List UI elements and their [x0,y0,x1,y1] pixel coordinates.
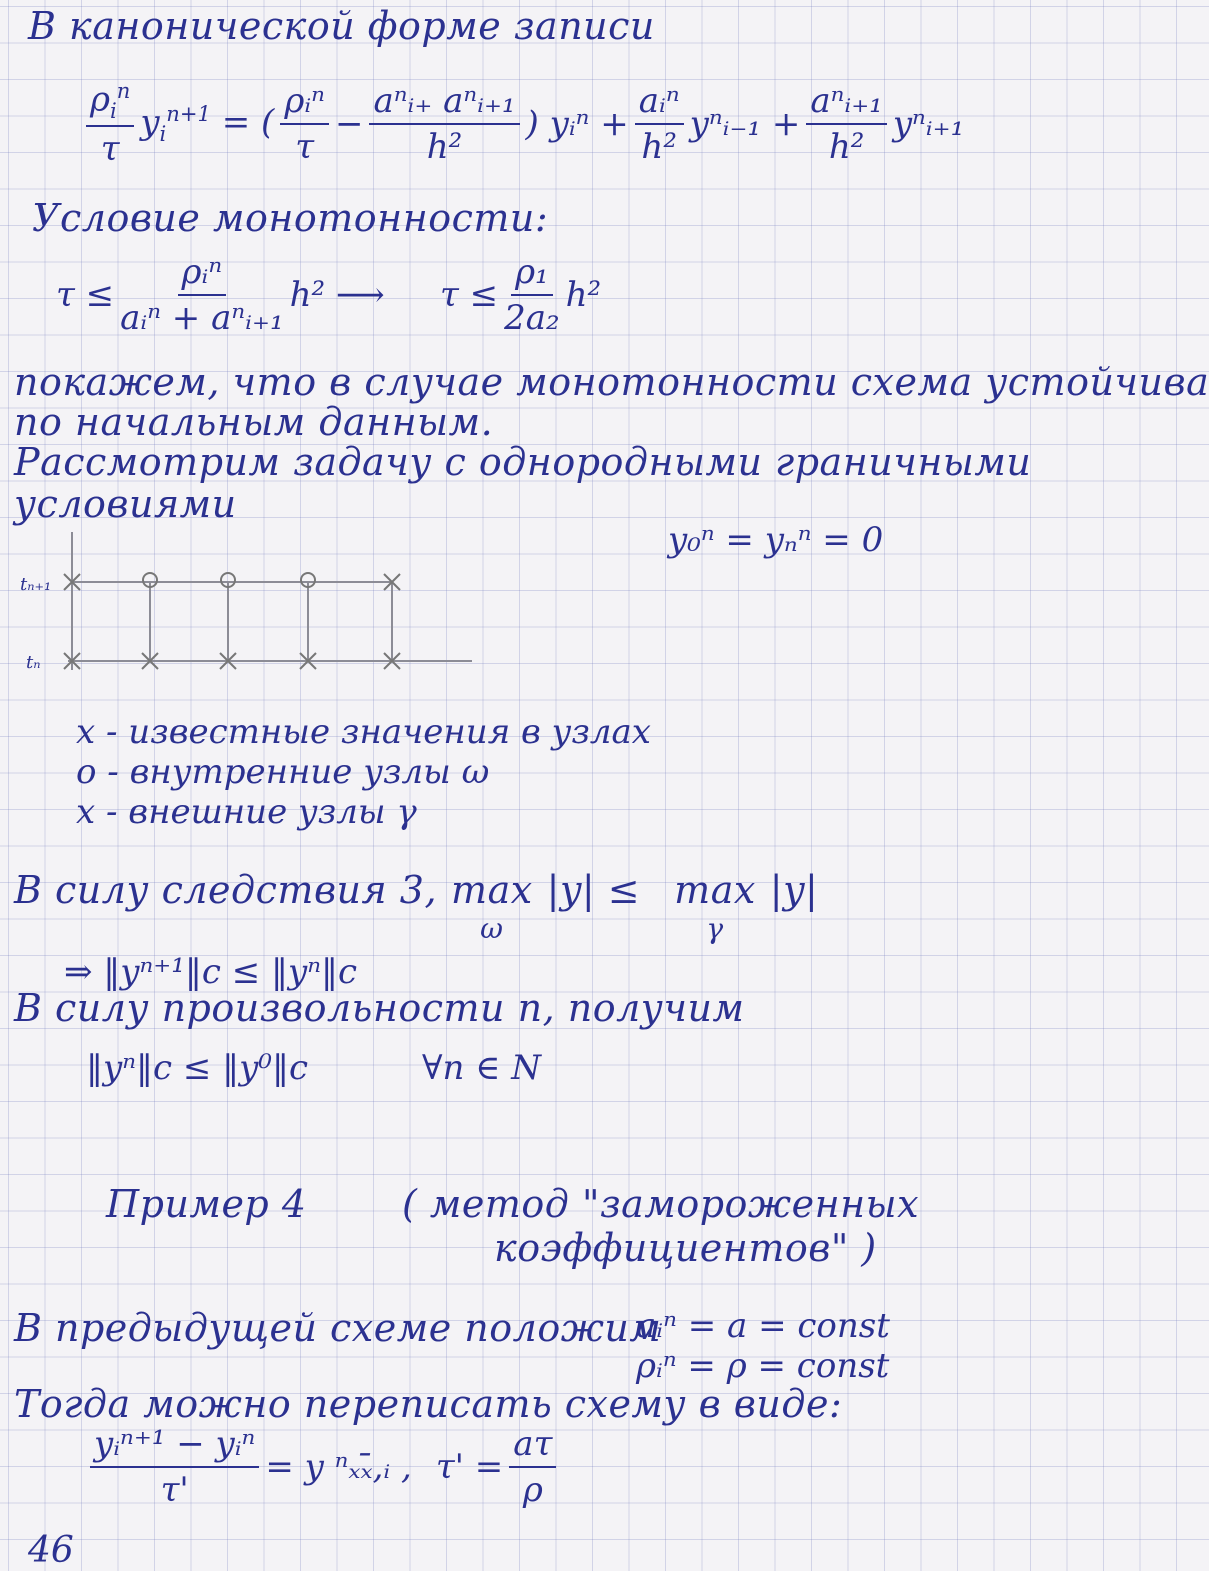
prev-scheme-line: В предыдущей схеме положим [14,1306,662,1350]
example-method-line-1: ( метод "замороженных [402,1182,920,1226]
text-show-line-2: по начальным данным. [14,400,494,444]
lhs-var: $y_i^{n+1}$ = ( [140,101,275,147]
text-consider-line-1: Рассмотрим задачу с однородными граничными [14,440,1032,484]
rewritten-scheme: $\frac{\text{yᵢⁿ⁺¹ − yᵢⁿ}}{\tau'}$ = y ⁿₓₓ̄,ᵢ , τ' = $\frac{a\tau}{\rho}$ [84,1424,562,1510]
bleed-through-text [720,10,730,45]
rewrite-line: Тогда можно переписать схему в виде: [14,1382,843,1426]
assume-a: aᵢⁿ = a = const [636,1306,890,1346]
page-number: 46 [28,1530,74,1571]
monotonic-condition-1: τ ≤ $\frac{\text{ρᵢⁿ}}{\text{aᵢⁿ + aⁿᵢ₊₁}}$ h² ⟶ [56,252,385,338]
legend-outer-nodes: x - внешние узлы γ [76,792,417,832]
bracket-b-fraction: $\frac{\text{aⁿᵢ₊ aⁿᵢ₊₁}}{\text{h²}}$ [369,81,519,167]
monotonic-heading: Условие монотонности: [32,196,549,240]
label-t-n: tₙ [26,652,41,673]
term-1: ) yᵢⁿ + [525,103,629,144]
term-2-fraction: $\frac{\text{aᵢⁿ}}{\text{h²}}$ [635,81,684,167]
lhs-fraction: $\frac{\rho_i^n}{\tau}$ [86,78,134,169]
term-3-fraction: $\frac{\text{aⁿᵢ₊₁}}{\text{h²}}$ [806,81,886,167]
boundary-condition: y₀ⁿ = yₙⁿ = 0 [668,520,884,560]
monotonic-fraction-1: $\frac{\text{ρᵢⁿ}}{\text{aᵢⁿ + aⁿᵢ₊₁}}$ [120,252,284,338]
example-title: Пример 4 [106,1182,307,1226]
result-norm: ‖yⁿ‖c ≤ ‖y⁰‖c [86,1048,309,1088]
implication-line: ⇒ ‖yⁿ⁺¹‖c ≤ ‖yⁿ‖c [64,952,358,992]
rewritten-lhs-fraction: $\frac{\text{yᵢⁿ⁺¹ − yᵢⁿ}}{\tau'}$ [90,1424,259,1510]
arbitrary-line: В силу произвольности n, получим [14,986,745,1030]
result-forall: ∀n ∈ N [422,1048,541,1088]
canonical-equation: $\frac{\rho_i^n}{\tau}$ $y_i^{n+1}$ = ( $\frac{\text{ρᵢⁿ}}{\tau}$ − $\frac{\text{aⁿᵢ₊ aⁿᵢ₊₁}}{\text{h²}}$ ) yᵢⁿ + $\frac{\text{aᵢⁿ}}{\text{h²}}$ yⁿᵢ₋₁ + $\frac{\text{aⁿᵢ₊₁}}{\text{h²}}$ yⁿᵢ₊₁ [80,78,964,169]
term-3-var: yⁿᵢ₊₁ [892,103,965,144]
text-consider-line-2: условиями [14,482,237,526]
monotonic-fraction-2: $\frac{\text{ρ₁}}{\text{2a₂}}$ [504,252,560,338]
label-t-n-plus-1: tₙ₊₁ [20,574,52,595]
term-2-var: yⁿᵢ₋₁ + [689,103,801,144]
monotonic-condition-2: τ ≤ $\frac{\text{ρ₁}}{\text{2a₂}}$ h² [440,252,602,338]
example-method-line-2: коэффициентов" ) [494,1226,877,1270]
assume-rho: ρᵢⁿ = ρ = const [636,1346,890,1386]
tau-prime-fraction: $\frac{a\tau}{\rho}$ [509,1424,556,1510]
legend-inner-nodes: o - внутренние узлы ω [76,752,490,792]
text-show-line-1: покажем, что в случае монотонности схема устойчива [14,360,1209,404]
heading-canonical: В канонической форме записи [28,4,655,48]
legend-known-values: x - известные значения в узлах [76,712,651,752]
stencil-diagram [20,520,490,700]
corollary-line: В силу следствия 3, max ω |y| ≤ max γ |y| [14,868,819,945]
bracket-a-fraction: $\frac{\text{ρᵢⁿ}}{\tau}$ [280,81,329,167]
